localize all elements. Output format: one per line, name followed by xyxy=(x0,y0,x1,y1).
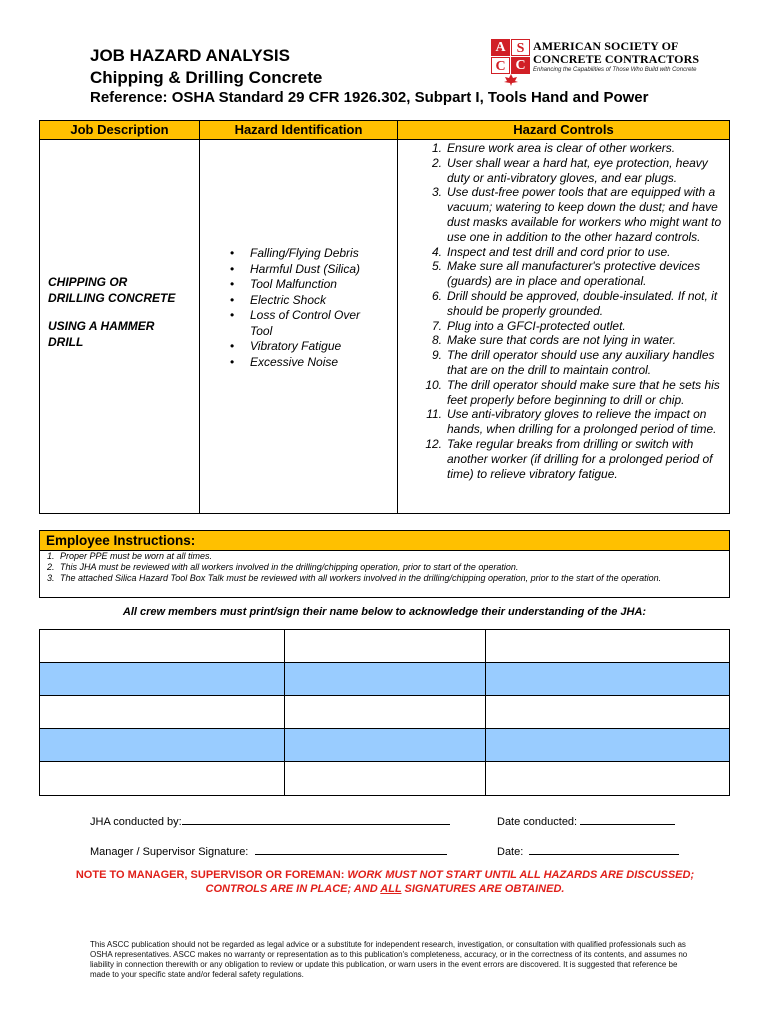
control-number: 6. xyxy=(431,288,442,303)
document-title: JOB HAZARD ANALYSIS xyxy=(90,46,290,65)
signature-row xyxy=(40,663,729,696)
logo-letter: C xyxy=(511,57,530,74)
hazard-item: • Loss of Control Over Tool xyxy=(226,308,380,339)
control-item xyxy=(420,348,730,378)
logo-letter: A xyxy=(491,39,510,56)
instruction-item xyxy=(40,551,729,562)
ascc-logo xyxy=(491,39,700,85)
signature-row xyxy=(40,762,729,795)
logo-name-line2: CONCRETE CONTRACTORS xyxy=(533,52,700,66)
instruction-number: 2. xyxy=(47,562,55,572)
job-description-line: USING A HAMMER xyxy=(48,319,155,333)
date-line[interactable] xyxy=(529,843,679,855)
control-item xyxy=(420,259,730,289)
header-hazard-identification: Hazard Identification xyxy=(200,121,397,140)
control-text: Use anti-vibratory gloves to relieve the impact on hands, when drilling for a prolonged period of time. xyxy=(447,407,717,437)
manager-signature-label: Manager / Supervisor Signature: xyxy=(90,846,249,858)
control-item xyxy=(420,185,730,244)
control-text: Use dust-free power tools that are equipped with a vacuum; watering to keep down the dust; and have dust masks available for workers who might want to use one in addition to the other hazard controls. xyxy=(447,185,722,244)
control-number: 9. xyxy=(431,348,442,363)
control-number: 3. xyxy=(431,185,442,200)
jha-conducted-by-label: JHA conducted by: xyxy=(90,816,182,828)
column-divider xyxy=(199,121,200,513)
manager-signature-field[interactable] xyxy=(90,843,447,858)
crew-acknowledgement: All crew members must print/sign their name below to acknowledge their understanding of the JHA: xyxy=(122,606,647,618)
control-item xyxy=(420,333,730,348)
instruction-text: This JHA must be reviewed with all workers involved in the drilling/chipping operation, prior to start of the operation. xyxy=(60,562,519,572)
control-text: User shall wear a hard hat, eye protection, heavy duty or anti-vibratory gloves, and ear plugs. xyxy=(447,155,708,185)
control-text: Drill should be approved, double-insulated. If not, it should be properly grounded. xyxy=(447,288,718,318)
hazard-item: • Electric Shock xyxy=(226,293,380,309)
job-description xyxy=(48,274,198,350)
control-item xyxy=(420,156,730,186)
date-label: Date: xyxy=(497,846,524,858)
signature-row xyxy=(40,630,729,663)
control-text: Take regular breaks from drilling or switch with another worker (if drilling for a prolonged period of time) to relieve vibratory fatigue. xyxy=(447,436,713,481)
instruction-item xyxy=(40,562,729,573)
instruction-text: Proper PPE must be worn at all times. xyxy=(60,551,213,561)
employee-instructions xyxy=(39,530,730,598)
logo-name-line1: AMERICAN SOCIETY OF xyxy=(533,39,679,53)
date-conducted-field[interactable] xyxy=(497,813,675,828)
instruction-list xyxy=(40,551,729,584)
instruction-number: 1. xyxy=(47,551,55,561)
signature-column-divider xyxy=(284,630,285,795)
control-number: 5. xyxy=(431,259,442,274)
manager-signature-line[interactable] xyxy=(255,843,447,855)
control-text: Ensure work area is clear of other workers. xyxy=(447,141,676,155)
control-number: 2. xyxy=(431,155,442,170)
job-description-spacer xyxy=(48,306,198,318)
control-number: 11. xyxy=(426,407,442,422)
control-number: 10. xyxy=(425,377,442,392)
control-item xyxy=(420,289,730,319)
logo-letter-grid xyxy=(491,39,531,75)
jha-conducted-by-line[interactable] xyxy=(182,813,450,825)
logo-tagline: Enhancing the Capabilities of Those Who Build with Concrete xyxy=(533,67,697,73)
control-number: 1. xyxy=(431,141,442,155)
control-item xyxy=(420,319,730,334)
header-hazard-controls: Hazard Controls xyxy=(398,121,729,140)
job-description-line: DRILL xyxy=(48,335,84,349)
signature-column-divider xyxy=(485,630,486,795)
control-number: 7. xyxy=(431,318,442,333)
signature-row xyxy=(40,729,729,762)
signature-table xyxy=(39,629,730,796)
date-field[interactable] xyxy=(497,843,679,858)
job-description-line: DRILLING CONCRETE xyxy=(48,291,176,305)
control-text: The drill operator should use any auxiliary handles that are on the drill to maintain control. xyxy=(447,348,715,377)
instruction-text: The attached Silica Hazard Tool Box Talk must be reviewed with all workers involved in the drilling/chipping operation, prior to the start of the operation. xyxy=(60,573,662,583)
hazard-item: • Excessive Noise xyxy=(226,355,380,371)
control-number: 12. xyxy=(425,436,442,451)
control-item xyxy=(420,245,730,260)
disclaimer: This ASCC publication should not be regarded as legal advice or a substitute for independent research, investigation, or consultation with qualified professionals such as OSHA representatives. ASCC makes no warranty or representation as to this publication's completeness, accuracy, or in the correctness of its contents, and assumes no liability in connection therewith or any obligation to review or update this publication, or warn users in the event errors are discovered. It is suggested that reference be made to your specific state and/or federal safety regulations. xyxy=(90,940,688,979)
date-conducted-line[interactable] xyxy=(580,813,675,825)
document-subtitle: Chipping & Drilling Concrete xyxy=(90,68,323,87)
instruction-item xyxy=(40,573,729,584)
hazard-item: • Falling/Flying Debris xyxy=(226,246,380,262)
control-item xyxy=(420,378,730,408)
maple-leaf-icon xyxy=(503,74,519,86)
hazard-list xyxy=(226,246,380,370)
control-text: Plug into a GFCI-protected outlet. xyxy=(447,318,626,333)
header-job-description: Job Description xyxy=(40,121,199,140)
control-item xyxy=(420,141,730,156)
date-conducted-label: Date conducted: xyxy=(497,816,578,828)
signature-row xyxy=(40,696,729,729)
note-prefix: NOTE TO MANAGER, SUPERVISOR OR FOREMAN: xyxy=(75,869,348,881)
control-text: Inspect and test drill and cord prior to use. xyxy=(447,244,671,259)
hazard-table xyxy=(39,120,730,514)
column-divider xyxy=(397,121,398,513)
employee-instructions-title: Employee Instructions: xyxy=(40,531,729,551)
hazard-item: • Harmful Dust (Silica) xyxy=(226,262,380,278)
control-number: 4. xyxy=(431,244,442,259)
control-text: Make sure that cords are not lying in water. xyxy=(447,333,676,348)
instruction-number: 3. xyxy=(47,573,55,583)
control-item xyxy=(420,407,730,437)
job-description-line: CHIPPING OR xyxy=(48,275,128,289)
control-text: Make sure all manufacturer's protective devices (guards) are in place and operational. xyxy=(447,259,701,289)
note-warning-end: SIGNATURES ARE OBTAINED. xyxy=(401,883,565,895)
logo-letter: C xyxy=(491,57,510,74)
jha-conducted-by-field[interactable] xyxy=(90,813,450,828)
hazard-item: • Tool Malfunction xyxy=(226,277,380,293)
control-text: The drill operator should make sure that he sets his feet properly before beginning to drill or chip. xyxy=(447,377,720,407)
manager-note xyxy=(60,868,710,896)
control-number: 8. xyxy=(431,333,442,348)
reference-line: Reference: OSHA Standard 29 CFR 1926.302, Subpart I, Tools Hand and Power xyxy=(90,89,649,106)
control-item xyxy=(420,437,730,481)
controls-list xyxy=(420,141,730,481)
note-warning: WORK MUST NOT START UNTIL ALL HAZARDS ARE DISCUSSED; CONTROLS ARE IN PLACE; AND xyxy=(205,869,695,895)
logo-letter: S xyxy=(511,39,530,56)
hazard-item: • Vibratory Fatigue xyxy=(226,339,380,355)
note-emphasis: ALL xyxy=(380,883,402,895)
